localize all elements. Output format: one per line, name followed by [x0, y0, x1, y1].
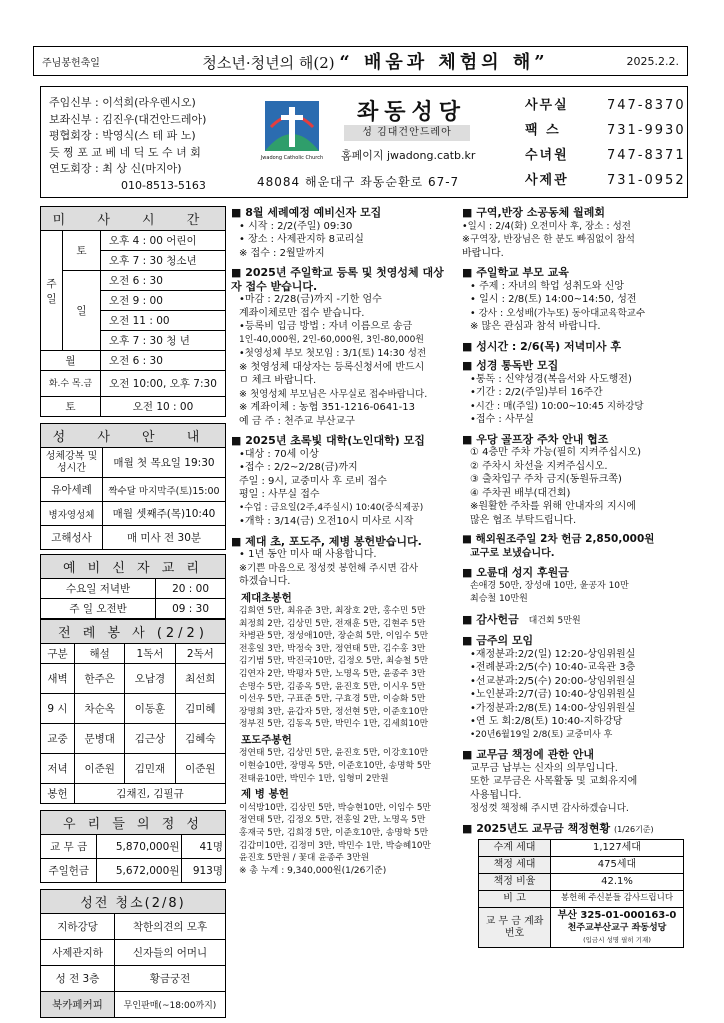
saturday-label: 토 [63, 231, 101, 271]
donor-line: 윤진호 5만원 / 꽃대 윤종주 3만원 [239, 853, 370, 864]
notice-line: •통독 : 신약성경(복음서와 사도행전) [470, 373, 632, 385]
donor-line: 홍재국 5만, 김희경 5만, 이준호10만, 송명학 5만 [239, 827, 429, 838]
contact-list [525, 93, 686, 193]
sunday-label: 주님봉헌축일 [42, 57, 100, 69]
staff-line: 연도회장 : 최 상 신(마지아) [49, 162, 182, 175]
meeting-line: •가정분과:2/8(토) 14:00-상임위원실 [470, 702, 636, 714]
sacrament-name: 성체강복 및 성시간 [41, 448, 103, 478]
cleaning-group: 황금궁전 [115, 966, 226, 992]
altar-slot: 저녁 [41, 754, 75, 784]
candle-offering-list [231, 605, 454, 731]
altar-slot: 새벽 [41, 664, 75, 694]
cleaning-place: 사제관지하 [41, 940, 115, 966]
mass-time: 오전 10:00, 오후 7:30 [101, 371, 226, 397]
overseas-aid-title: ■ 해외원조주일 2차 헌금 2,850,000원 [462, 533, 655, 545]
theme-title: “ 배움과 체험의 해” [339, 52, 549, 73]
class-time: 20 : 00 [156, 579, 226, 599]
church-logo [251, 97, 333, 167]
notice-line: • 주제 : 자녀의 학업 성취도와 신앙 [470, 280, 624, 292]
mass-time: 오전 6 : 30 [101, 271, 226, 291]
altar-cell: 김혜숙 [175, 724, 225, 754]
notice-line: • 일시 : 2/8(토) 14:00~14:50, 성전 [470, 294, 637, 305]
notice-line: ※구역장, 반장님은 한 분도 빠짐없이 참석 [462, 234, 635, 245]
sacrament-title: 성 사 안 내 [41, 424, 226, 448]
notice-line: 정성껏 책정해 주시면 감사하겠습니다. [470, 803, 629, 814]
notice-line: • 시작 : 2/2(주일) 09:30 [239, 220, 353, 232]
meeting-line: •전례분과:2/5(수) 10:40-교육관 3층 [470, 662, 636, 673]
thanks-offering-row [462, 613, 688, 629]
bulletin-date: 2025.2.2. [626, 54, 679, 68]
church-name: 좌동성당 [357, 99, 467, 125]
sacrament-name: 병자영성체 [41, 502, 103, 526]
church-address: 48084 해운대구 좌동순환로 67-7 [257, 175, 460, 189]
mass-time: 오전 11 : 00 [101, 311, 226, 331]
weekday-label: 토 [41, 397, 101, 417]
weekday-label: 화.수 목.금 [41, 371, 101, 397]
notice-line: 예 금 주 : 천주교 부산교구 [239, 415, 355, 427]
logo-caption: Jwadong Catholic Church [260, 155, 324, 161]
sunday-school-title: ■ 2025년 주일학교 등록 및 첫영성체 대상자 접수 받습니다. [231, 266, 444, 293]
notice-line: 최승철 10만원 [470, 594, 528, 604]
cleaning-place: 지하강당 [41, 914, 115, 940]
devotion-count: 913명 [182, 859, 226, 883]
notice-line: 사용됩니다. [470, 789, 522, 801]
donor-line: 정부진 5만, 김동옥 5만, 박민수 1만, 김세희10만 [239, 719, 429, 730]
thanks-offering-value: 대건회 5만원 [528, 615, 581, 626]
catechumen-title: 예 비 신 자 교 리 [41, 555, 226, 579]
meeting-line: •연 도 회:2/8(토) 10:40-지하강당 [470, 716, 623, 727]
notice-line: 1인-40,000원, 2인-60,000원, 3인-80,000원 [239, 334, 425, 345]
donor-line: 김연자 2만, 박평자 5만, 노명옥 5만, 윤종주 3만 [239, 668, 426, 679]
catechumen-table [40, 554, 226, 619]
mass-time: 오후 7 : 30 청 년 [101, 331, 226, 351]
account-number: 부산 325-01-000163-0 [557, 909, 677, 921]
mass-time: 오후 4 : 00 어린이 [101, 231, 226, 251]
weekly-meetings-title: ■ 금주의 모임 [462, 634, 534, 647]
middle-column [231, 206, 454, 878]
notice-line: •대상 : 70세 이상 [239, 448, 319, 460]
altar-cell: 문병대 [75, 724, 125, 754]
staff-line: 평협회장 : 박영식(스 테 파 노) [49, 129, 196, 142]
sunday-label: 주일 [41, 231, 63, 351]
staff-line: 주임신부 : 이석희(라우렌시오) [49, 96, 196, 109]
donor-line: 정연태 5만, 김상민 5만, 윤진호 5만, 이강호10만 [239, 748, 429, 759]
devotion-name: 교 무 금 [41, 835, 97, 859]
notice-line: 주일 : 9시, 교중미사 후 로비 접수 [239, 475, 387, 487]
altar-cell: 이준원 [75, 754, 125, 784]
church-logo-icon [251, 97, 333, 155]
devotion-name: 주일헌금 [41, 859, 97, 883]
notice-line: ※ 첫영성체 부모님은 사무실로 접수바랍니다. [239, 388, 428, 400]
church-patron: 성 김대건안드레아 [344, 125, 470, 141]
notice-line: •수업 : 금요일(2주,4주실시) 10:40(중식제공) [239, 502, 424, 513]
notice-line: •시간 : 매(주일) 10:00~10:45 지하강당 [470, 400, 644, 412]
bread-offering-list [231, 802, 454, 865]
offering-label: 봉헌 [41, 784, 75, 804]
notice-line: •마감 : 2/28(금)까지 -기한 엄수 [239, 294, 382, 305]
staff-line: 보좌신부 : 김진우(대건안드레아) [49, 112, 207, 126]
donor-line: 김갑미10만, 김정미 3만, 박민수 1만, 박승혜10만 [239, 840, 431, 851]
offering-notice-title: ■ 제대 초, 포도주, 제병 봉헌받습니다. [231, 534, 422, 548]
notice-line: 많은 협조 부탁드립니다. [470, 514, 577, 526]
sacrament-time: 매 미사 전 30분 [103, 526, 226, 550]
notice-line: •개학 : 3/14(금) 오전10시 미사로 시작 [239, 516, 414, 527]
meeting-line: •선교분과:2/5(수) 20:00-상임위원실 [470, 675, 636, 687]
tithe-status-title: ■ 2025년도 교무금 책정현황 [462, 821, 611, 835]
offering-names: 김채진, 김필규 [75, 784, 226, 804]
notice-line: 교구로 보냈습니다. [470, 547, 555, 559]
altar-cell: 차순옥 [75, 694, 125, 724]
status-label: 책정 비율 [479, 874, 551, 891]
tithe-status-header [462, 822, 688, 837]
notice-line: • 1년 동안 미사 때 사용합니다. [239, 549, 377, 560]
sacrament-time: 매월 첫 목요일 19:30 [103, 448, 226, 478]
notice-line: 또한 교무금은 사목활동 및 교회유지에 [470, 776, 638, 787]
devotion-title: 우 리 들 의 정 성 [41, 811, 226, 835]
notice-line: • 강사 : 오성배(가누또) 동아대교육학교수 [470, 307, 646, 319]
sacrament-name: 고해성사 [41, 526, 103, 550]
meeting-line: •재정분과:2/2(일) 12:20-상임위원실 [470, 648, 636, 660]
notice-line: ② 주차시 차선을 지켜주십시오. [470, 460, 608, 472]
parent-education-title: ■ 주일학교 부모 교육 [462, 266, 569, 279]
year-theme [144, 48, 607, 74]
notice-line: ① 4층만 주차 가능(필히 지켜주십시오) [470, 447, 642, 458]
donor-line: 전홍일 3만, 박정숙 3만, 정연태 5만, 김수홍 3만 [239, 643, 426, 654]
header-bar [33, 46, 688, 76]
mass-time: 오전 6 : 30 [101, 351, 226, 371]
meeting-line: •20년6월19일 2/8(토) 교중미사 후 [470, 729, 613, 740]
altar-cell: 김민재 [125, 754, 175, 784]
mass-time: 오전 10 : 00 [101, 397, 226, 417]
devotion-count: 41명 [182, 835, 226, 859]
sunday-day-label: 일 [63, 271, 101, 351]
cleaning-group: 무인판매(~18:00까지) [115, 992, 226, 1018]
notice-line: ※ 접수 : 2월말까지 [239, 247, 325, 259]
notice-line: ※ 첫영성체 대상자는 등록신청서에 반드시 [239, 361, 425, 373]
altar-header: 해설 [75, 644, 125, 664]
mass-time: 오후 7 : 30 청소년 [101, 251, 226, 271]
notice-line: ※ 많은 관심과 참석 바랍니다. [470, 321, 601, 332]
status-label: 책정 세대 [479, 857, 551, 874]
notice-line: •첫영성체 부모 첫모임 : 3/1(토) 14:30 성전 [239, 348, 427, 359]
candle-offering-title: 제대초봉헌 [241, 591, 292, 604]
account-holder: 천주교부산교구 좌동성당 [567, 922, 667, 933]
church-info-box [40, 86, 688, 198]
contact-row: 사제관 731-0952 [525, 173, 686, 188]
donor-line: 이석방10만, 김상민 5만, 박승현10만, 이임수 5만 [239, 802, 431, 813]
bread-offering-title: 제 병 봉헌 [241, 788, 289, 801]
left-column [40, 206, 226, 1018]
notice-line: ※ 계좌이체 : 농협 351-1216-0641-13 [239, 402, 415, 413]
theme-prefix: 청소년·청년의 해(2) [202, 54, 335, 72]
cleaning-table [40, 889, 226, 1018]
cleaning-place: 북카페커피 [41, 992, 115, 1018]
account-info [551, 908, 684, 948]
altar-cell: 오남경 [125, 664, 175, 694]
notice-line: ③ 출차입구 주차 금지(동원듀크쪽) [470, 474, 622, 485]
tithe-status-table [478, 839, 684, 948]
altar-header: 2독서 [175, 644, 225, 664]
donor-line: 김기범 5만, 박진국10만, 김정오 5만, 최승철 5만 [239, 656, 429, 667]
weekday-label: 월 [41, 351, 101, 371]
altar-cell: 한주은 [75, 664, 125, 694]
sacrament-time: 매월 셋째주(목)10:40 [103, 502, 226, 526]
senior-college-title: ■ 2025년 초록빛 대학(노인대학) 모집 [231, 434, 425, 447]
altar-cell: 이준원 [175, 754, 225, 784]
donor-line: 장명희 3만, 윤갑자 5만, 정선현 5만, 이준호10만 [239, 706, 429, 717]
notice-line: ④ 주차권 배부(대건회) [470, 487, 571, 499]
class-name: 수요일 저녁반 [41, 579, 156, 599]
wine-offering-list [231, 747, 454, 785]
devotion-amount: 5,870,000원 [97, 835, 182, 859]
offering-total: ※ 총 누계 : 9,340,000원(1/26기준) [239, 865, 387, 876]
wine-offering-title: 포도주봉헌 [241, 733, 292, 746]
notice-line: 하겠습니다. [239, 576, 291, 587]
notice-line: ※기쁜 마음으로 정성껏 봉헌해 주시면 감사 [239, 562, 419, 574]
meeting-line: •노인분과:2/7(금) 10:40-상임위원실 [470, 689, 636, 700]
notice-line: 교무금 납부는 신자의 의무입니다. [470, 762, 618, 774]
altar-slot: 9 시 [41, 694, 75, 724]
class-name: 주 일 오전반 [41, 599, 156, 619]
altar-service-table [40, 619, 226, 804]
notice-line: ㅁ 체크 바랍니다. [239, 375, 317, 386]
account-label: 교 무 금 계좌번호 [479, 908, 551, 948]
shrine-support-title: ■ 오륜대 성지 후원금 [462, 566, 569, 579]
notice-line: • 장소 : 사제관지하 8교리실 [239, 234, 364, 245]
altar-cell: 최선희 [175, 664, 225, 694]
status-label: 수계 세대 [479, 840, 551, 857]
altar-title: 전 례 봉 사 (2/2) [41, 620, 226, 644]
tithe-notice-title: ■ 교무금 책정에 관한 안내 [462, 748, 594, 761]
staff-line: 듯 찡 포 교 베 네 딕 도 수 녀 회 [49, 145, 201, 159]
right-column [462, 206, 688, 948]
notice-line: •접수 : 사무실 [470, 414, 534, 425]
donor-line: 김희연 5만, 최유준 3만, 최장호 2만, 홍수민 5만 [239, 606, 426, 616]
cleaning-group: 신자들의 어머니 [115, 940, 226, 966]
donor-line: 전태윤10만, 박민수 1만, 임형미 2만원 [239, 773, 389, 784]
contact-row: 사무실 747-8370 [525, 98, 686, 113]
notice-line: ※원활한 주차를 위해 안내자의 지시에 [470, 501, 636, 512]
mass-time: 오전 9 : 00 [101, 291, 226, 311]
cell-meeting-title: ■ 구역,반장 소공동체 월례회 [462, 206, 605, 219]
notice-line: •접수 : 2/2~2/28(금)까지 [239, 462, 358, 473]
status-value: 42.1% [551, 874, 684, 891]
cleaning-place: 성 전 3층 [41, 966, 115, 992]
bible-reading-title: ■ 성경 통독반 모집 [462, 359, 559, 372]
status-value: 475세대 [551, 857, 684, 874]
donor-line: 손명수 5만, 김종옥 5만, 윤진호 5만, 이시우 5만 [239, 681, 426, 692]
altar-cell: 김근상 [125, 724, 175, 754]
notice-line: 계좌이체로만 접수 받습니다. [239, 307, 365, 319]
altar-slot: 교중 [41, 724, 75, 754]
sacrament-name: 유아세례 [41, 478, 103, 502]
status-label: 비 고 [479, 891, 551, 908]
contact-row: 수녀원 747-8371 [525, 148, 686, 163]
sacrament-table [40, 423, 226, 550]
notice-line: 바랍니다. [462, 247, 504, 259]
staff-list [49, 95, 206, 194]
notice-line: •일시 : 2/4(화) 오전미사 후, 장소 : 성전 [462, 220, 631, 232]
donor-line: 차병관 5만, 정성애10만, 장순희 5만, 이임수 5만 [239, 631, 429, 642]
altar-header: 구분 [41, 644, 75, 664]
notice-line: •기간 : 2/2(주일)부터 16주간 [470, 387, 603, 398]
church-homepage[interactable]: 홈페이지 jwadong.catb.kr [341, 149, 476, 162]
account-note: (입금시 성명 필히 기재) [583, 935, 651, 944]
staff-phone: 010-8513-5163 [121, 178, 206, 192]
status-value: 봉헌해 주신분들 감사드립니다 [551, 891, 684, 908]
tithe-status-note: (1/26기준) [613, 824, 654, 834]
status-value: 1,127세대 [551, 840, 684, 857]
notice-line: 평일 : 사무실 접수 [239, 489, 320, 500]
donor-line: 이선우 5만, 구표준 5만, 구효경 5만, 이승화 5만 [239, 694, 426, 705]
devotion-amount: 5,672,000원 [97, 859, 182, 883]
class-time: 09 : 30 [156, 599, 226, 619]
donor-line: 정연태 5만, 김정오 5만, 전홍일 2만, 노명옥 5만 [239, 815, 426, 826]
cleaning-group: 착한의견의 모후 [115, 914, 226, 940]
baptism-notice-title: ■ 8월 세례예정 예비신자 모집 [231, 206, 382, 219]
notice-line: 손애경 50만, 장성애 10만, 윤공자 10만 [470, 580, 629, 591]
sacrament-time: 짝수달 마지막주(토)15:00 [103, 478, 226, 502]
notice-line: •등록비 입금 방법 : 자녀 이름으로 송금 [239, 321, 413, 332]
cleaning-title: 성전 청소(2/8) [41, 890, 226, 914]
altar-header: 1독서 [125, 644, 175, 664]
contact-row: 팩 스 731-9930 [525, 123, 686, 138]
parking-notice-title: ■ 우당 골프장 주차 안내 협조 [462, 432, 609, 446]
holy-hour-title: ■ 성시간 : 2/6(목) 저녁미사 후 [462, 339, 621, 353]
mass-title: 미 사 시 간 [41, 207, 226, 231]
altar-cell: 이동훈 [125, 694, 175, 724]
donor-line: 이현승10만, 장명옥 5만, 이준호10만, 송명학 5만 [239, 761, 431, 772]
donor-line: 최정희 2만, 김상민 5만, 전재훈 5만, 김현주 5만 [239, 618, 426, 629]
altar-cell: 김미혜 [175, 694, 225, 724]
mass-times-table [40, 206, 226, 417]
thanks-offering-title: ■ 감사헌금 [462, 612, 519, 626]
devotion-table [40, 810, 226, 883]
